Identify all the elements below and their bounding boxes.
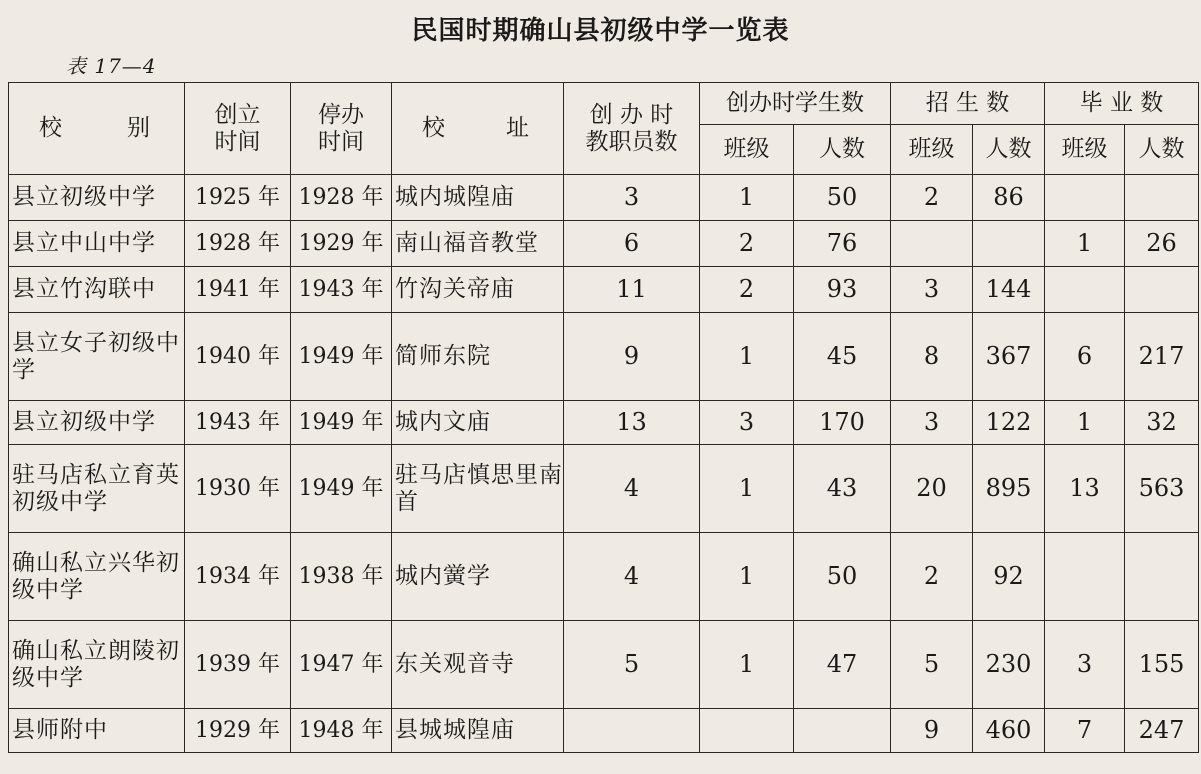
header-g-classes: 班级 [1045,125,1125,175]
cell-e-people: 895 [973,445,1045,533]
cell-staff: 11 [564,267,700,313]
cell-staff [564,709,700,753]
cell-g-classes [1045,533,1125,621]
cell-f-people: 93 [794,267,891,313]
cell-f-people: 50 [794,175,891,221]
header-school [9,83,185,175]
header-e-people: 人数 [973,125,1045,175]
cell-address: 东关观音寺 [392,621,564,709]
cell-g-people [1125,533,1199,621]
cell-staff: 4 [564,533,700,621]
cell-address: 县城城隍庙 [392,709,564,753]
header-founded [185,83,291,175]
cell-f-classes: 1 [700,445,794,533]
table-row [9,267,1199,313]
header-f-classes: 班级 [700,125,794,175]
cell-e-people: 460 [973,709,1045,753]
header-closed [291,83,392,175]
cell-address: 简师东院 [392,313,564,401]
cell-f-classes [700,709,794,753]
cell-founded: 1925 年 [185,175,291,221]
cell-address: 竹沟关帝庙 [392,267,564,313]
cell-address: 城内城隍庙 [392,175,564,221]
cell-school: 县立竹沟联中 [9,267,185,313]
cell-g-people [1125,267,1199,313]
table-row [9,621,1199,709]
table-row [9,175,1199,221]
cell-e-classes: 3 [891,267,973,313]
cell-staff: 4 [564,445,700,533]
header-address-a: 校 [422,115,445,142]
header-row-1 [9,83,1199,125]
table-row [9,401,1199,445]
header-f-people: 人数 [794,125,891,175]
cell-f-classes: 1 [700,313,794,401]
cell-f-classes: 2 [700,221,794,267]
cell-g-people: 247 [1125,709,1199,753]
cell-f-people: 45 [794,313,891,401]
cell-school: 县立初级中学 [9,401,185,445]
cell-closed: 1948 年 [291,709,392,753]
table-row [9,709,1199,753]
cell-closed: 1938 年 [291,533,392,621]
cell-staff: 9 [564,313,700,401]
cell-g-classes: 1 [1045,221,1125,267]
cell-g-people [1125,175,1199,221]
cell-e-classes: 9 [891,709,973,753]
cell-school: 确山私立朗陵初级中学 [9,621,185,709]
cell-g-classes: 1 [1045,401,1125,445]
cell-school: 县师附中 [9,709,185,753]
cell-e-classes: 2 [891,533,973,621]
cell-g-classes [1045,175,1125,221]
cell-f-classes: 1 [700,621,794,709]
cell-f-people: 76 [794,221,891,267]
cell-f-classes: 3 [700,401,794,445]
cell-closed: 1947 年 [291,621,392,709]
cell-school: 县立女子初级中学 [9,313,185,401]
cell-g-people: 26 [1125,221,1199,267]
cell-address: 城内黉学 [392,533,564,621]
cell-g-classes: 13 [1045,445,1125,533]
header-staff [564,83,700,175]
cell-school: 县立初级中学 [9,175,185,221]
cell-founded: 1939 年 [185,621,291,709]
table-number: 表 17—4 [66,54,157,78]
cell-closed: 1949 年 [291,401,392,445]
cell-e-people: 122 [973,401,1045,445]
cell-staff: 6 [564,221,700,267]
schools-table [8,82,1199,753]
cell-address: 驻马店慎思里南首 [392,445,564,533]
cell-address: 城内文庙 [392,401,564,445]
header-e-classes: 班级 [891,125,973,175]
cell-e-people [973,221,1045,267]
cell-e-people: 144 [973,267,1045,313]
cell-founded: 1940 年 [185,313,291,401]
cell-founded: 1941 年 [185,267,291,313]
cell-closed: 1943 年 [291,267,392,313]
cell-founded: 1943 年 [185,401,291,445]
cell-g-classes: 7 [1045,709,1125,753]
cell-g-people: 155 [1125,621,1199,709]
cell-closed: 1949 年 [291,313,392,401]
cell-e-people: 92 [973,533,1045,621]
header-enrollment: 招 生 数 [891,83,1045,125]
cell-founded: 1928 年 [185,221,291,267]
cell-e-classes: 3 [891,401,973,445]
table-title: 民国时期确山县初级中学一览表 [411,16,790,46]
cell-e-classes: 20 [891,445,973,533]
cell-g-people: 563 [1125,445,1199,533]
table-row [9,313,1199,401]
cell-f-classes: 1 [700,175,794,221]
header-address [392,83,564,175]
cell-e-classes: 8 [891,313,973,401]
cell-g-classes [1045,267,1125,313]
cell-staff: 3 [564,175,700,221]
header-graduates: 毕 业 数 [1045,83,1199,125]
header-address-spread [392,115,563,141]
cell-staff: 13 [564,401,700,445]
cell-e-classes: 5 [891,621,973,709]
cell-closed: 1949 年 [291,445,392,533]
cell-g-people: 217 [1125,313,1199,401]
header-address-b: 址 [506,115,529,142]
cell-g-classes: 6 [1045,313,1125,401]
header-staff-text: 创 办 时 教职员数 [585,102,678,155]
cell-e-classes [891,221,973,267]
cell-staff: 5 [564,621,700,709]
cell-f-classes: 1 [700,533,794,621]
cell-f-classes: 2 [700,267,794,313]
cell-f-people [794,709,891,753]
header-founding-students: 创办时学生数 [700,83,891,125]
header-school-b: 别 [127,115,150,142]
header-closed-text: 停办 时间 [318,102,364,155]
header-school-spread [9,115,184,141]
cell-founded: 1929 年 [185,709,291,753]
cell-e-people: 86 [973,175,1045,221]
header-g-people: 人数 [1125,125,1199,175]
table-row [9,221,1199,267]
table-row [9,445,1199,533]
cell-closed: 1929 年 [291,221,392,267]
cell-school: 确山私立兴华初级中学 [9,533,185,621]
cell-address: 南山福音教堂 [392,221,564,267]
cell-e-classes: 2 [891,175,973,221]
cell-f-people: 43 [794,445,891,533]
cell-founded: 1930 年 [185,445,291,533]
header-founded-text: 创立 时间 [214,102,261,155]
cell-e-people: 230 [973,621,1045,709]
cell-g-classes: 3 [1045,621,1125,709]
cell-closed: 1928 年 [291,175,392,221]
table-row [9,533,1199,621]
cell-g-people: 32 [1125,401,1199,445]
cell-school: 县立中山中学 [9,221,185,267]
cell-school: 驻马店私立育英初级中学 [9,445,185,533]
cell-f-people: 170 [794,401,891,445]
cell-f-people: 50 [794,533,891,621]
cell-founded: 1934 年 [185,533,291,621]
cell-e-people: 367 [973,313,1045,401]
header-school-a: 校 [39,115,62,142]
cell-f-people: 47 [794,621,891,709]
